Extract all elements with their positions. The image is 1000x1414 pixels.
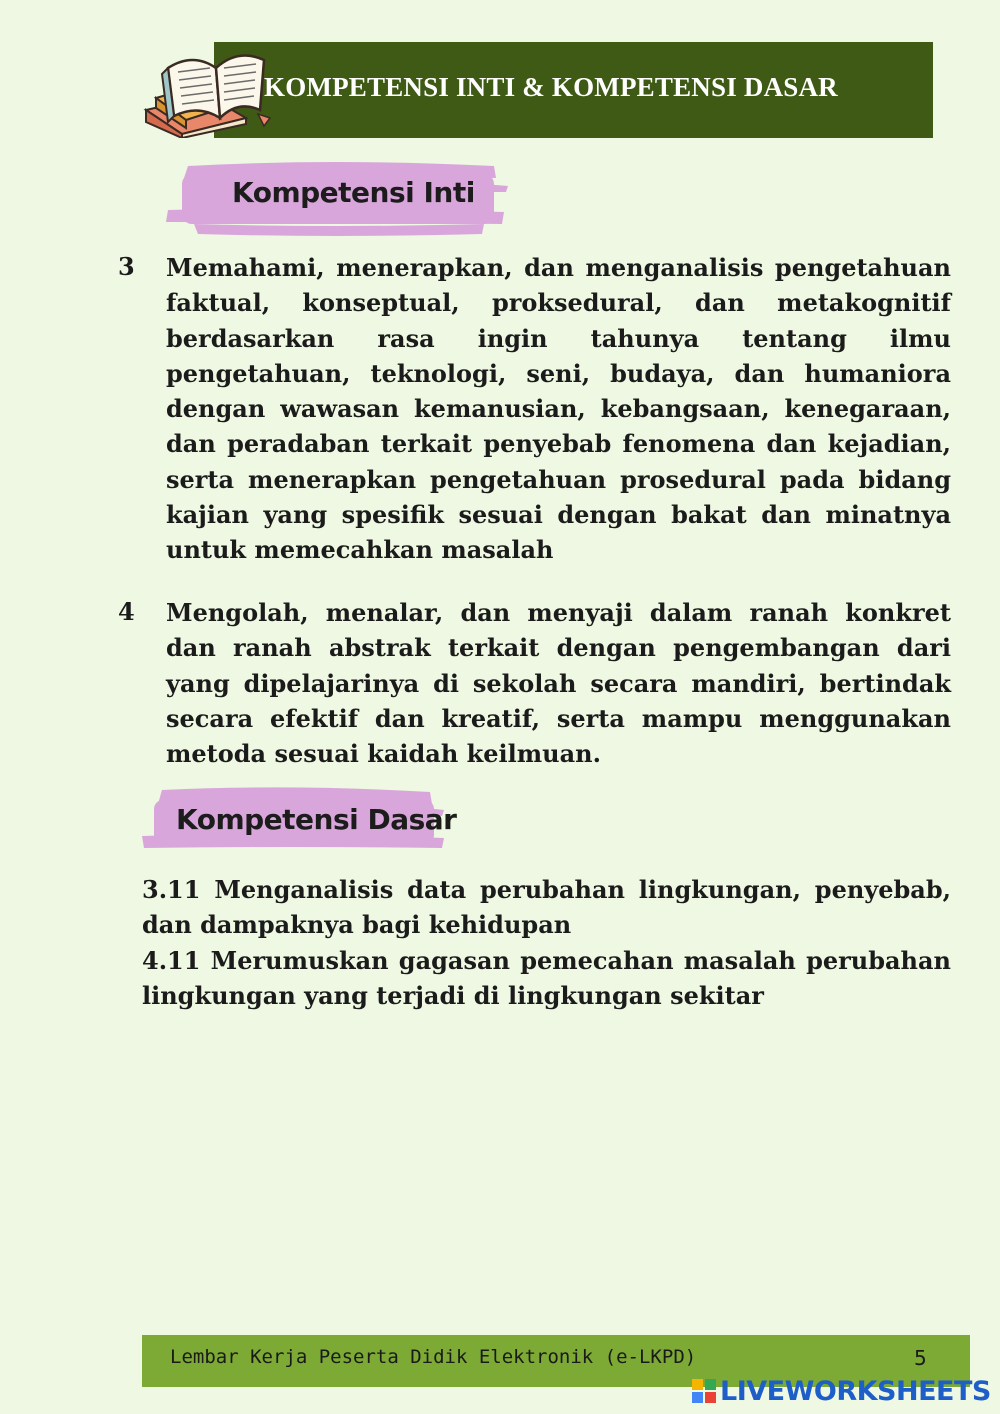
page-title: KOMPETENSI INTI & KOMPETENSI DASAR — [264, 72, 838, 102]
kompetensi-inti-heading: Kompetensi Inti — [232, 176, 475, 209]
liveworksheets-logo-icon — [692, 1379, 716, 1403]
open-book-icon — [138, 38, 278, 138]
watermark-text: LIVEWORKSHEETS — [720, 1375, 991, 1407]
kompetensi-dasar-heading: Kompetensi Dasar — [176, 803, 457, 836]
kd-item: 3.11 Menganalisis data perubahan lingkungan, penyebab, dan dampaknya bagi kehidupan — [142, 875, 951, 940]
ki-item-number: 3 — [118, 252, 135, 281]
ki-item-text: Mengolah, menalar, dan menyaji dalam ranah konkret dan ranah abstrak terkait dengan pengembangan dari yang dipelajarinya di sekolah secara mandiri, bertindak secara efektif dan kreatif, serta mampu menggunakan metoda sesuai kaidah keilmuan. — [166, 598, 951, 769]
footer-text: Lembar Kerja Peserta Didik Elektronik (e-LKPD) — [170, 1346, 697, 1368]
ki-item-number: 4 — [118, 597, 135, 626]
kd-item: 4.11 Merumuskan gagasan pemecahan masalah perubahan lingkungan yang terjadi di lingkungan sekitar — [142, 946, 951, 1011]
page-number: 5 — [914, 1346, 927, 1370]
ki-item-text: Memahami, menerapkan, dan menganalisis pengetahuan faktual, konseptual, proksedural, dan metakognitif berdasarkan rasa ingin tahunya tentang ilmu pengetahuan, teknologi, seni, budaya, dan humaniora dengan wawasan kemanusian, kebangsaan, kenegaraan, dan peradaban terkait penyebab fenomena dan kejadian, serta menerapkan pengetahuan prosedural pada bidang kajian yang spesifik sesuai dengan bakat dan minatnya untuk memecahkan masalah — [166, 253, 951, 565]
liveworksheets-watermark[interactable] — [692, 1374, 991, 1408]
